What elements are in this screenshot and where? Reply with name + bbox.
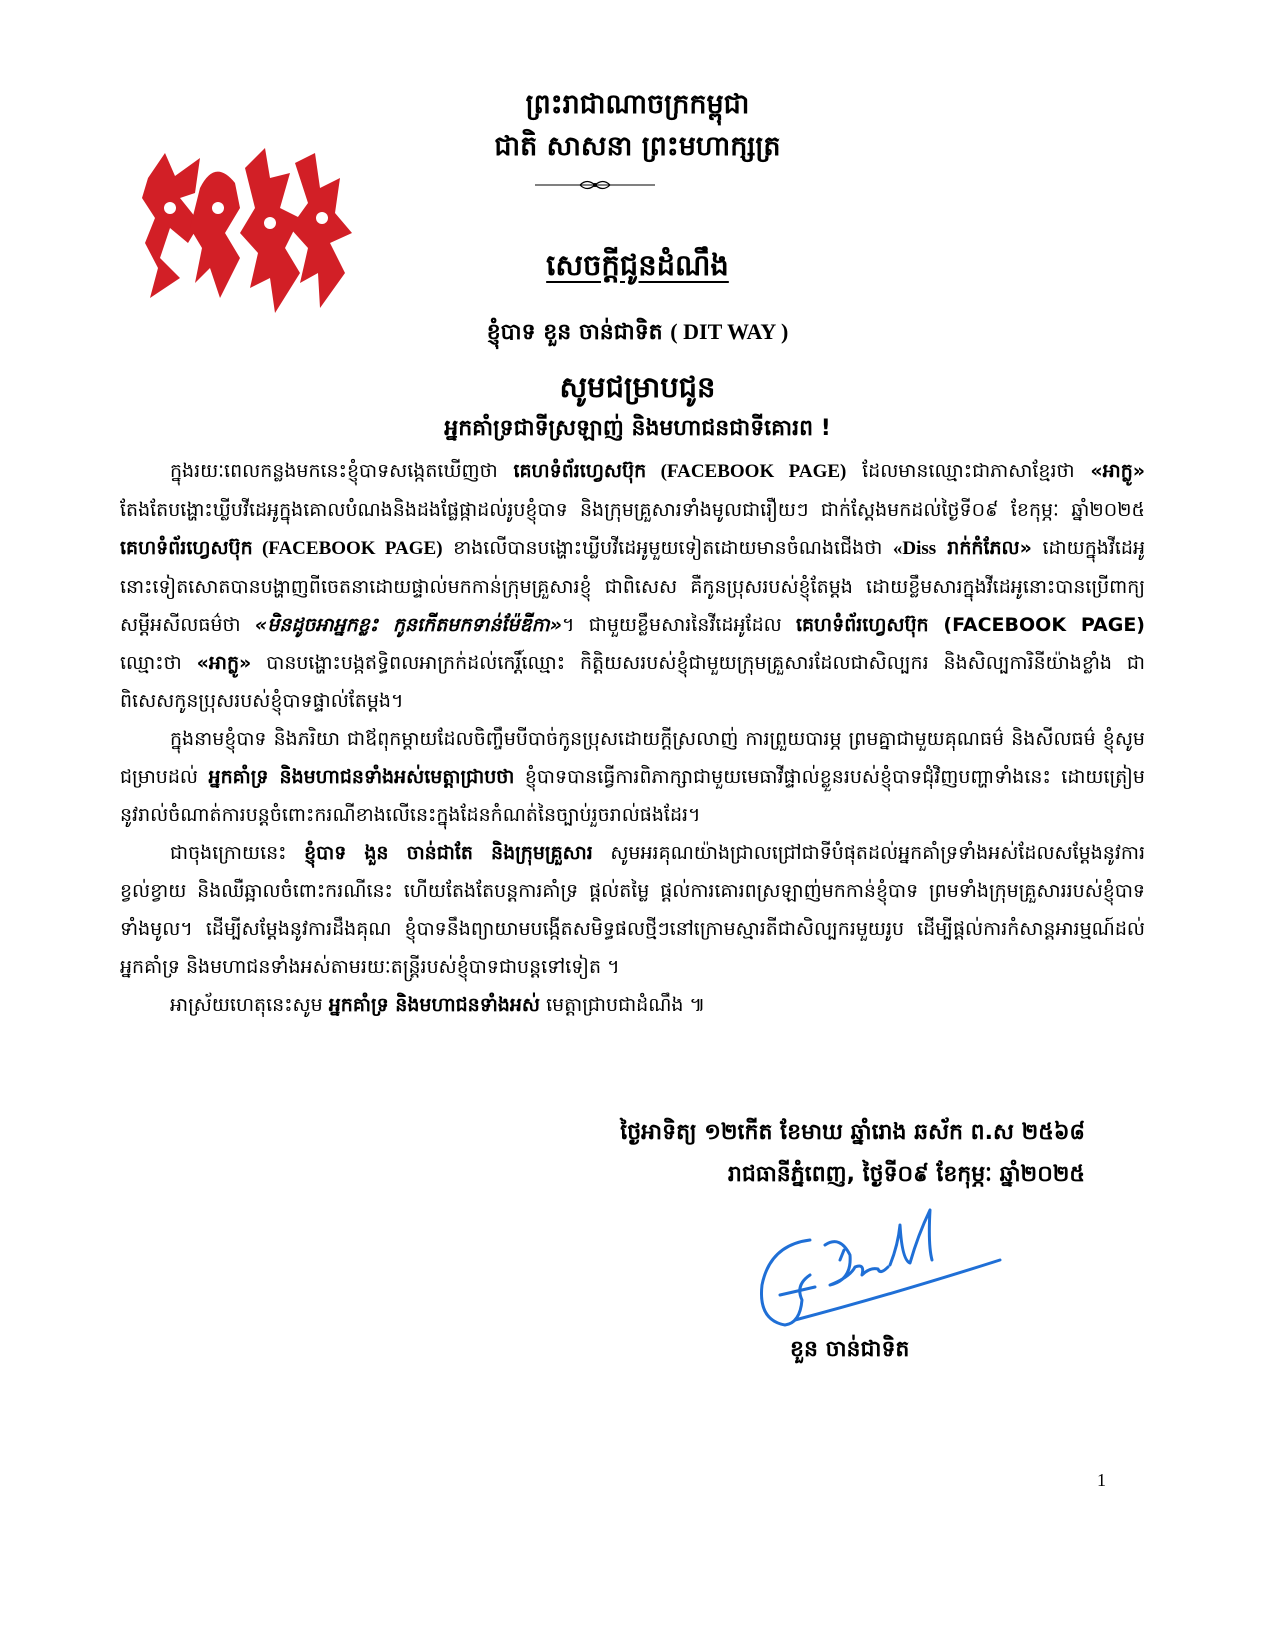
greeting: សូមជម្រាបជូន bbox=[559, 370, 716, 404]
logo-icon bbox=[140, 148, 355, 318]
page-number: 1 bbox=[1097, 1470, 1106, 1490]
date-block bbox=[620, 1112, 1085, 1196]
author-name: ខ្ញុំបាទ ខួន ចាន់ជាទិត bbox=[486, 320, 663, 345]
p3-text-a: ជាចុងក្រោយនេះ bbox=[170, 842, 305, 864]
p1-facebook-page-2: គេហទំព័រហ្វេសប៊ុក bbox=[120, 537, 253, 559]
letterhead bbox=[0, 84, 1275, 168]
p1-text-l: ដោយក្នុងវីដេអូនោះទៀតសោតបានបង្ហាញពីចេតនាដោយផ្ទាល់មកកាន់ក្រុមគ្រួសារខ្ញុំ ជាពិសេស គឺកូនប្រុសរបស់ខ្ញុំតែម្តង ដោយខ្លឹមសារក្នុងវីដេអូនោះបានប្រើពាក្យសម្តីអសីលធម៌ថា bbox=[120, 537, 1146, 636]
signer-name: ខួន ចាន់ជាទិត bbox=[790, 1337, 910, 1362]
p1-page-name-1: «អាក្លូ» bbox=[1090, 460, 1146, 482]
p1-page-name-2: «អាក្លូ» bbox=[196, 652, 252, 674]
p1-text-p: ឈ្មោះថា bbox=[120, 652, 197, 674]
p4-text-c: មេត្តាជ្រាបជាដំណឹង ៕ bbox=[540, 994, 706, 1016]
p2-text-a: ក្នុងនាមខ្ញុំបាទ និងភរិយា ជាឪពុកម្តាយដែលចិញ្ចឹមបីបាច់កូនប្រុសដោយក្តីស្រលាញ់ ការព្រួយបារម្ភ ព្រមគ្នាជាមួយគុណធម៌ និងសីលធម៌ ខ្ញុំសូមជម្រាបដល់ bbox=[120, 728, 1145, 788]
kingdom-heading: ព្រះរាជាណាចក្រកម្ពុជា bbox=[525, 89, 750, 120]
author-line bbox=[0, 318, 1275, 350]
p1-quoted-phrase: «មិនដូចអាអ្នកខ្លះ កូនកើតមកទាន់ម៉ែឌីកា» bbox=[254, 614, 562, 636]
p1-facebook-page-latin-2: (FACEBOOK PAGE) bbox=[252, 538, 443, 559]
audience-line: អ្នកគាំទ្រជាទីស្រឡាញ់ និងមហាជនជាទីគោរព ! bbox=[444, 416, 831, 441]
p4-audience: អ្នកគាំទ្រ និងមហាជនទាំងអស់ bbox=[328, 994, 541, 1016]
p2-audience: អ្នកគាំទ្រ និងមហាជនទាំងអស់មេត្តាជ្រាបថា bbox=[208, 766, 515, 788]
p1-video-title: រាក់កំភែល» bbox=[936, 537, 1032, 559]
signature-icon bbox=[740, 1205, 1010, 1355]
p1-facebook-page-3: គេហទំព័រហ្វេសប៊ុក (FACEBOOK PAGE) bbox=[795, 614, 1145, 636]
paragraph-4 bbox=[120, 986, 1145, 1024]
solar-date: រាជធានីភ្នំពេញ, ថ្ងៃទី០៩ ខែកុម្ភៈ ឆ្នាំ២០២៥ bbox=[727, 1162, 1085, 1187]
paragraph-3 bbox=[120, 834, 1145, 986]
p1-text-f: តែងតែបង្ហោះឃ្លីបវីដេអូក្នុងគោលបំណងនិងដងផ្លែផ្កាដល់រូបខ្ញុំបាទ និងក្រុមគ្រួសារទាំងមូលជារឿយៗ ជាក់ស្តែងមកដល់ថ្ងៃទី០៩ ខែកុម្ភៈ ឆ្នាំ២០២៥ bbox=[120, 499, 1145, 521]
p3-family-name: ខ្ញុំបាទ ងួន ចាន់ជាតែ និងក្រុមគ្រួសារ bbox=[304, 842, 593, 864]
p1-text-i: ខាងលើបានបង្ហោះឃ្លីបវីដេអូមួយទៀតដោយមានចំណងជើងថា bbox=[442, 537, 893, 559]
p1-facebook-page-latin-1: (FACEBOOK PAGE) bbox=[646, 461, 847, 482]
ornament-divider-icon bbox=[535, 178, 655, 192]
author-latin-name: ( DIT WAY ) bbox=[670, 319, 789, 344]
p1-text-d: ដែលមានឈ្មោះជាភាសាខ្មែរថា bbox=[846, 460, 1091, 482]
p1-text-a: ក្នុងរយៈពេលកន្លងមកនេះខ្ញុំបាទសង្កេតឃើញថា bbox=[170, 460, 514, 482]
national-motto: ជាតិ សាសនា ព្រះមហាក្សត្រ bbox=[494, 131, 781, 162]
p4-text-a: អាស្រ័យហេតុនេះសូម bbox=[170, 994, 329, 1016]
paragraph-2 bbox=[120, 720, 1145, 834]
letter-body bbox=[120, 452, 1145, 1024]
document-title: សេចក្តីជូនដំណឹង bbox=[546, 248, 729, 282]
p1-facebook-page-1: គេហទំព័រហ្វេសប៊ុក bbox=[513, 460, 647, 482]
p1-text-r: បានបង្ហោះបង្កឥទ្ធិពលអាក្រក់ដល់កេរ្តិ៍ឈ្មោះ កិត្តិយសរបស់ខ្ញុំជាមួយក្រុមគ្រួសារដែលជាសិល្បករ និងសិល្បការិនីយ៉ាងខ្លាំង ជាពិសេសកូនប្រុសរបស់ខ្ញុំបាទផ្ទាល់តែម្តង។ bbox=[120, 652, 1145, 712]
p2-text-c: ខ្ញុំបាទបានធ្វើការពិភាក្សាជាមួយមេធាវីផ្ទាល់ខ្លួនរបស់ខ្ញុំបាទជុំវិញបញ្ហាទាំងនេះ ដោយត្រៀមនូវរាល់ចំណាត់ការបន្តចំពោះករណីខាងលើនេះក្នុងដែនកំណត់នៃច្បាប់រួចរាល់ផងដែរ។ bbox=[120, 766, 1145, 826]
paragraph-1 bbox=[120, 452, 1145, 720]
lunar-date: ថ្ងៃអាទិត្យ ១២កើត ខែមាឃ ឆ្នាំរោង ឆស័ក ព.ស ២៥៦៨ bbox=[620, 1120, 1085, 1145]
p1-video-title-latin: «Diss bbox=[892, 538, 937, 559]
p3-text-c: សូមអរគុណយ៉ាងជ្រាលជ្រៅជាទីបំផុតដល់អ្នកគាំទ្រទាំងអស់ដែលសម្តែងនូវការខ្វល់ខ្វាយ និងឈឺឆ្អាលចំពោះករណីនេះ ហើយតែងតែបន្តការគាំទ្រ ផ្តល់តម្លៃ ផ្តល់ការគោរពស្រឡាញ់មកកាន់ខ្ញុំបាទ ព្រមទាំងក្រុមគ្រួសាររបស់ខ្ញុំបាទទាំងមូល។ ដើម្បីសម្តែងនូវការដឹងគុណ ខ្ញុំបាទនឹងព្យាយាមបង្កើតសមិទ្ធផលថ្មីៗនៅក្រោមស្មារតីជាសិល្បករមួយរូប ដើម្បីផ្តល់ការកំសាន្តអារម្មណ៍ដល់អ្នកគាំទ្រ និងមហាជនទាំងអស់តាមរយៈតន្ត្រីរបស់ខ្ញុំបាទជាបន្តទៅទៀត ។ bbox=[120, 842, 1145, 978]
p1-text-n: ។ ជាមួយខ្លឹមសារនៃវីដេអូដែល bbox=[562, 614, 796, 636]
